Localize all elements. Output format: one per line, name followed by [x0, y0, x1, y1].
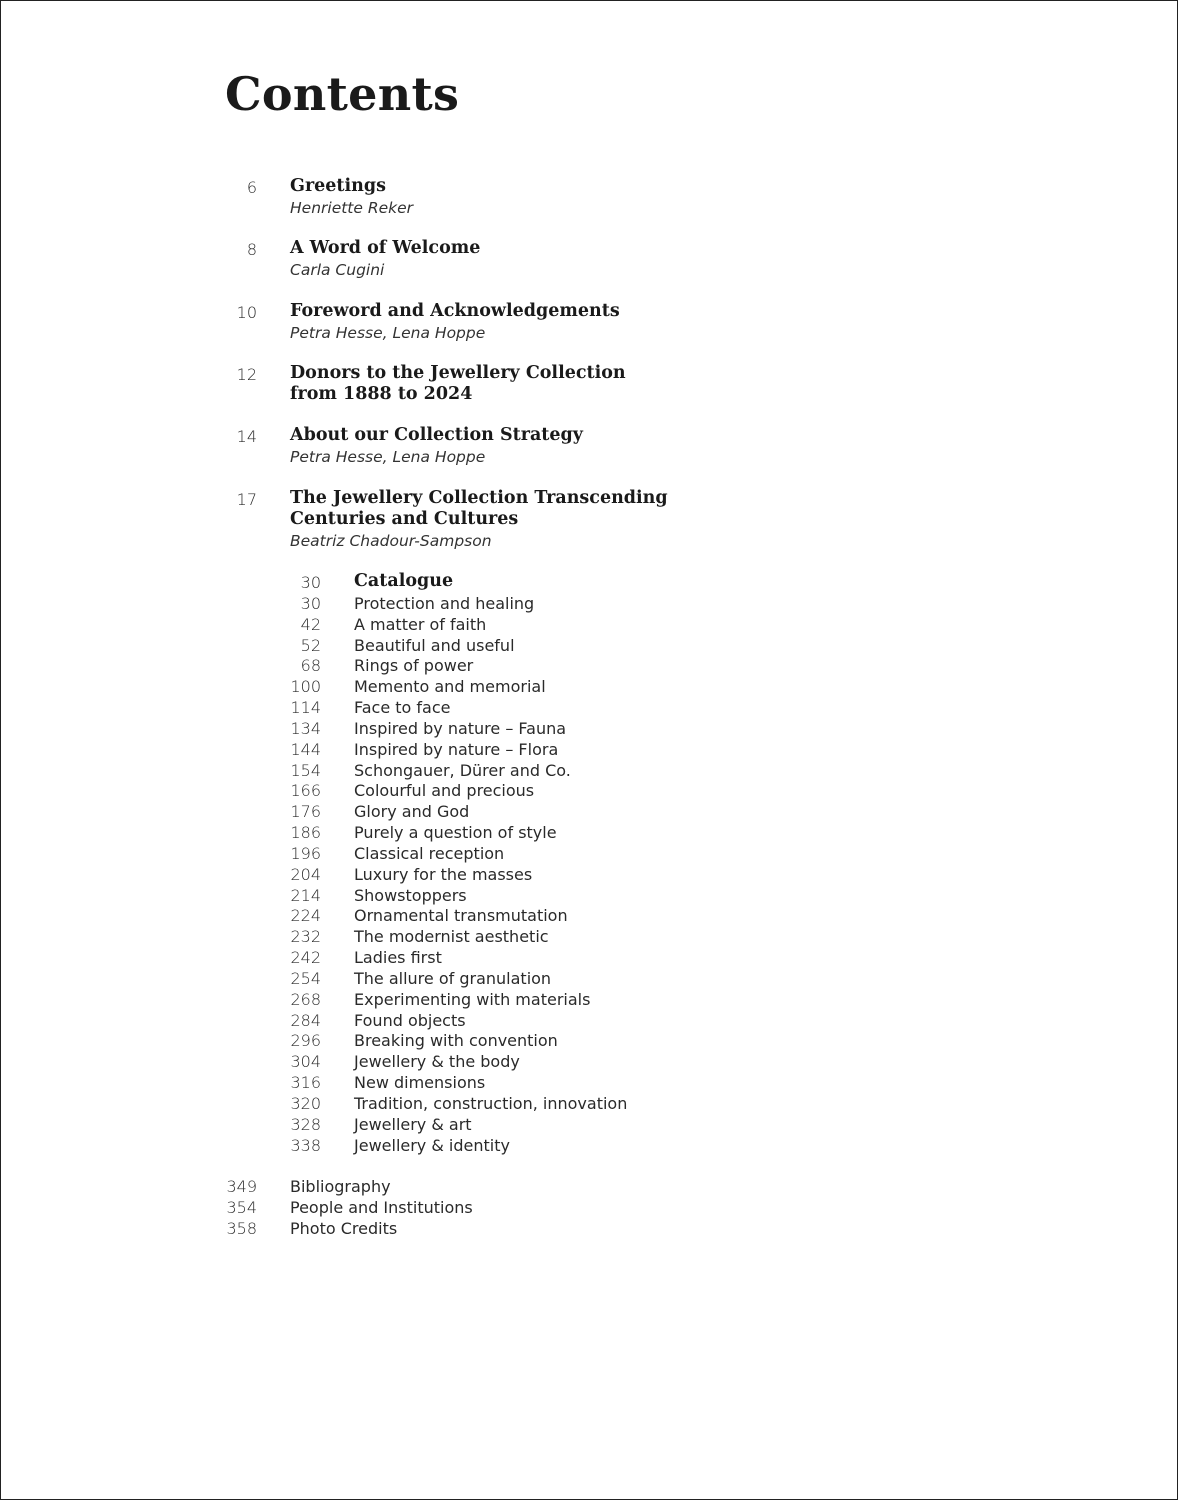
catalogue-item-label: Jewellery & art [354, 1115, 472, 1134]
entry-page-number: 14 [236, 427, 257, 446]
catalogue-item-label: Face to face [354, 698, 451, 717]
catalogue-item-label: Rings of power [354, 656, 474, 675]
catalogue-item-page-number: 320 [290, 1094, 321, 1113]
catalogue-item-label: Protection and healing [354, 594, 535, 613]
catalogue-item-label: Glory and God [354, 802, 470, 821]
entry-title: A Word of Welcome [290, 238, 481, 258]
catalogue-item-page-number: 100 [290, 677, 321, 696]
catalogue-item-label: Breaking with convention [354, 1031, 558, 1050]
catalogue-item-page-number: 338 [290, 1136, 321, 1155]
catalogue-item-page-number: 296 [290, 1031, 321, 1050]
entry-page-number: 17 [236, 490, 257, 509]
entry-title: About our Collection Strategy [290, 425, 583, 445]
catalogue-item-label: Luxury for the masses [354, 865, 533, 884]
catalogue-item-page-number: 154 [290, 761, 321, 780]
catalogue-item-page-number: 204 [290, 865, 321, 884]
catalogue-item-page-number: 176 [290, 802, 321, 821]
entry-title: The Jewellery Collection Transcending Centuries and Cultures [290, 488, 668, 529]
catalogue-item-label: Jewellery & identity [354, 1136, 510, 1155]
catalogue-item-page-number: 316 [290, 1073, 321, 1092]
catalogue-item-page-number: 224 [290, 906, 321, 925]
catalogue-item-page-number: 304 [290, 1052, 321, 1071]
page-title: Contents [225, 67, 460, 121]
catalogue-item-page-number: 114 [290, 698, 321, 717]
catalogue-item-label: New dimensions [354, 1073, 486, 1092]
catalogue-item-label: Ornamental transmutation [354, 906, 568, 925]
catalogue-item-page-number: 232 [290, 927, 321, 946]
catalogue-item-label: Purely a question of style [354, 823, 557, 842]
catalogue-item-label: Schongauer, Dürer and Co. [354, 761, 571, 780]
entry-author: Petra Hesse, Lena Hoppe [290, 448, 486, 466]
catalogue-item-page-number: 68 [300, 656, 321, 675]
catalogue-item-page-number: 134 [290, 719, 321, 738]
back-matter-label: Photo Credits [290, 1219, 398, 1238]
entry-title: Donors to the Jewellery Collection from 1888 to 2024 [290, 363, 626, 404]
catalogue-item-page-number: 328 [290, 1115, 321, 1134]
entry-author: Carla Cugini [290, 261, 385, 279]
back-matter-label: Bibliography [290, 1177, 391, 1196]
entry-page-number: 10 [236, 303, 257, 322]
catalogue-item-label: Found objects [354, 1011, 466, 1030]
entry-author: Beatriz Chadour-Sampson [290, 532, 492, 550]
catalogue-item-label: Jewellery & the body [354, 1052, 520, 1071]
catalogue-item-label: The modernist aesthetic [354, 927, 549, 946]
back-matter-page-number: 349 [226, 1177, 257, 1196]
catalogue-item-label: Inspired by nature – Fauna [354, 719, 567, 738]
catalogue-item-label: A matter of faith [354, 615, 487, 634]
entry-title: Foreword and Acknowledgements [290, 301, 620, 321]
catalogue-item-label: Inspired by nature – Flora [354, 740, 559, 759]
catalogue-item-label: Memento and memorial [354, 677, 546, 696]
catalogue-item-page-number: 30 [300, 594, 321, 613]
catalogue-item-page-number: 268 [290, 990, 321, 1009]
catalogue-item-page-number: 186 [290, 823, 321, 842]
entry-page-number: 12 [236, 365, 257, 384]
back-matter-page-number: 358 [226, 1219, 257, 1238]
catalogue-item-page-number: 196 [290, 844, 321, 863]
entry-page-number: 6 [246, 178, 257, 197]
back-matter-page-number: 354 [226, 1198, 257, 1217]
catalogue-item-page-number: 144 [290, 740, 321, 759]
catalogue-item-label: Classical reception [354, 844, 505, 863]
catalogue-item-label: The allure of granulation [354, 969, 552, 988]
catalogue-item-label: Tradition, construction, innovation [354, 1094, 628, 1113]
catalogue-item-page-number: 52 [300, 636, 321, 655]
catalogue-title: Catalogue [354, 571, 454, 591]
back-matter-label: People and Institutions [290, 1198, 473, 1217]
catalogue-item-page-number: 166 [290, 781, 321, 800]
entry-page-number: 30 [300, 573, 321, 592]
catalogue-item-page-number: 242 [290, 948, 321, 967]
catalogue-item-page-number: 284 [290, 1011, 321, 1030]
entry-author: Henriette Reker [290, 199, 414, 217]
entry-title: Greetings [290, 176, 386, 196]
catalogue-item-label: Beautiful and useful [354, 636, 515, 655]
entry-page-number: 8 [246, 240, 257, 259]
catalogue-item-page-number: 254 [290, 969, 321, 988]
catalogue-item-label: Colourful and precious [354, 781, 535, 800]
catalogue-item-page-number: 42 [300, 615, 321, 634]
catalogue-item-page-number: 214 [290, 886, 321, 905]
catalogue-item-label: Experimenting with materials [354, 990, 591, 1009]
catalogue-item-label: Showstoppers [354, 886, 467, 905]
entry-author: Petra Hesse, Lena Hoppe [290, 324, 486, 342]
catalogue-item-label: Ladies first [354, 948, 442, 967]
